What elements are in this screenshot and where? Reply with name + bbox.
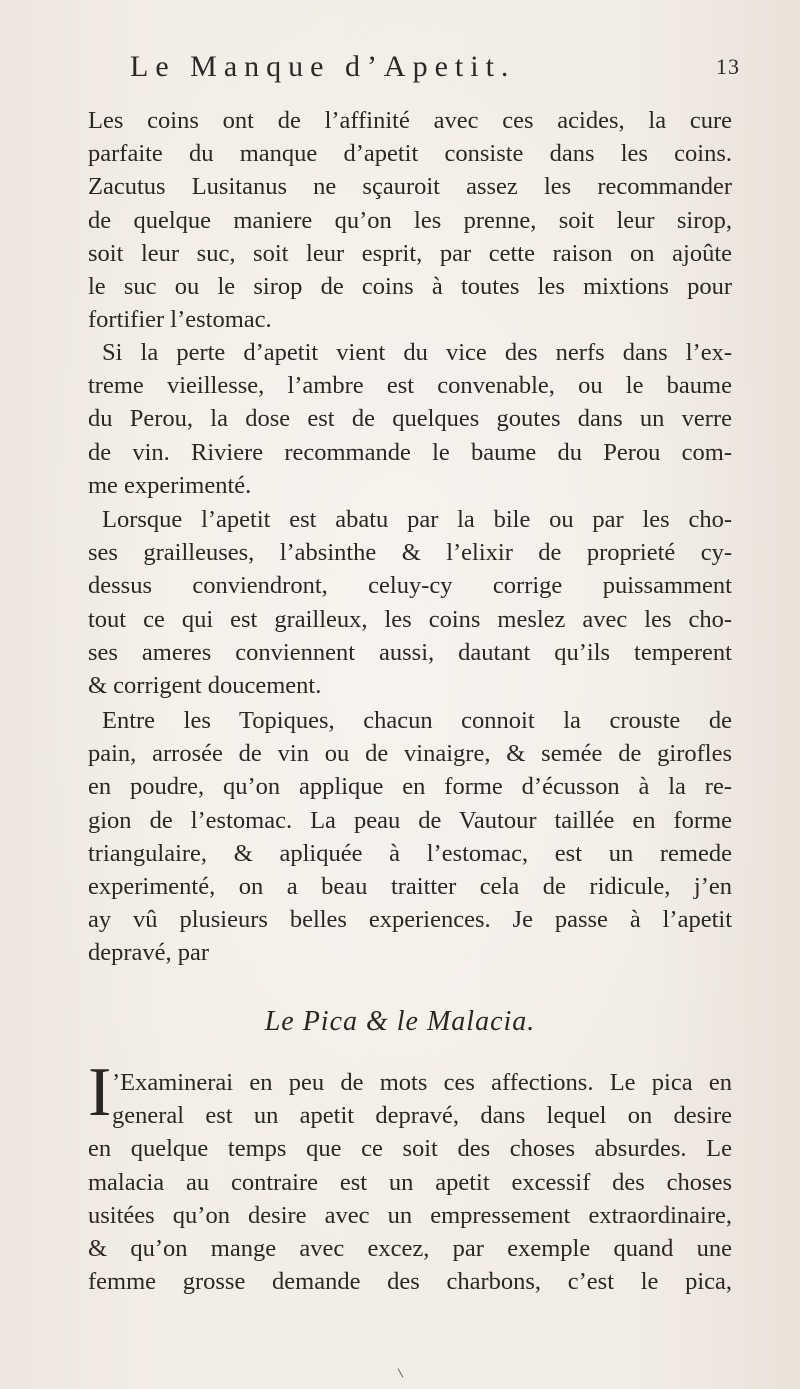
text-line: pain, arrosée de vin ou de vinaigre, & semée de girofles <box>88 740 732 768</box>
text-line: tout ce qui est grailleux, les coins meslez avec les cho- <box>88 605 732 633</box>
text-line: soit leur suc, soit leur esprit, par cette raison on ajoûte <box>88 239 732 267</box>
text-line: malacia au contraire est un apetit excessif des choses <box>88 1168 732 1196</box>
section-title: Le Pica & le Malacia. <box>264 1006 536 1037</box>
text-line: en quelque temps que ce soit des choses absurdes. Le <box>88 1135 732 1163</box>
text-line: parfaite du manque d’apetit consiste dans les coins. <box>88 140 732 168</box>
running-head <box>130 50 740 86</box>
text-line: fortifier l’estomac. <box>88 306 272 334</box>
paragraph-bile <box>88 503 732 702</box>
text-line: depravé, par <box>88 939 210 967</box>
text-line: Si la perte d’apetit vient du vice des nerfs dans l’ex- <box>102 339 732 366</box>
page-number: 13 <box>716 54 740 79</box>
text-line: ses grailleuses, l’absinthe & l’elixir de proprieté cy- <box>88 539 732 567</box>
text-line: triangulaire, & apliquée à l’estomac, est un remede <box>88 839 732 867</box>
text-line: usitées qu’on desire avec un empressement extraordinaire, <box>88 1201 732 1229</box>
paragraph-topiques <box>88 704 732 970</box>
text-line: du Perou, la dose est de quelques goutes dans un verre <box>88 405 732 433</box>
running-head-title: Le Manque d’Apetit. <box>130 50 516 83</box>
text-line: Lorsque l’apetit est abatu par la bile ou par les cho- <box>102 506 732 533</box>
text-line: en poudre, qu’on applique en forme d’écusson à la re- <box>88 773 732 801</box>
text-line: de vin. Riviere recommande le baume du Perou com- <box>88 438 732 466</box>
paragraph-pica-malacia <box>88 1066 732 1298</box>
text-line: ses ameres conviennent aussi, dautant qu’ils temperent <box>88 638 732 666</box>
text-line: Entre les Topiques, chacun connoit la crouste de <box>102 707 732 734</box>
text-line: me experimenté. <box>88 471 252 499</box>
text-line: femme grosse demande des charbons, c’est le pica, <box>88 1268 732 1296</box>
drop-cap: I <box>88 1054 112 1131</box>
paragraph-coins <box>88 104 732 336</box>
text-line: Les coins ont de l’affinité avec ces acides, la cure <box>88 107 732 134</box>
text-line: Zacutus Lusitanus ne sçauroit assez les recommander <box>88 173 732 201</box>
text-line: & qu’on mange avec excez, par exemple quand une <box>88 1235 732 1263</box>
paragraph-nerfs <box>88 336 732 502</box>
text-line: ay vû plusieurs belles experiences. Je passe à l’apetit <box>88 906 732 934</box>
text-line: ’Examinerai en peu de mots ces affections. Le pica en <box>112 1069 732 1096</box>
ink-mark <box>398 1368 404 1377</box>
text-line: le suc ou le sirop de coins à toutes les mixtions pour <box>88 273 732 301</box>
text-line: gion de l’estomac. La peau de Vautour taillée en forme <box>88 806 732 834</box>
text-line: dessus conviendront, celuy-cy corrige puissamment <box>88 572 732 600</box>
text-line: & corrigent doucement. <box>88 672 322 700</box>
text-line: treme vieillesse, l’ambre est convenable, ou le baume <box>88 372 732 400</box>
text-line: experimenté, on a beau traitter cela de ridicule, j’en <box>88 873 732 901</box>
text-line: de quelque maniere qu’on les prenne, soit leur sirop, <box>88 206 732 234</box>
text-line: general est un apetit depravé, dans lequel on desire <box>112 1102 732 1130</box>
